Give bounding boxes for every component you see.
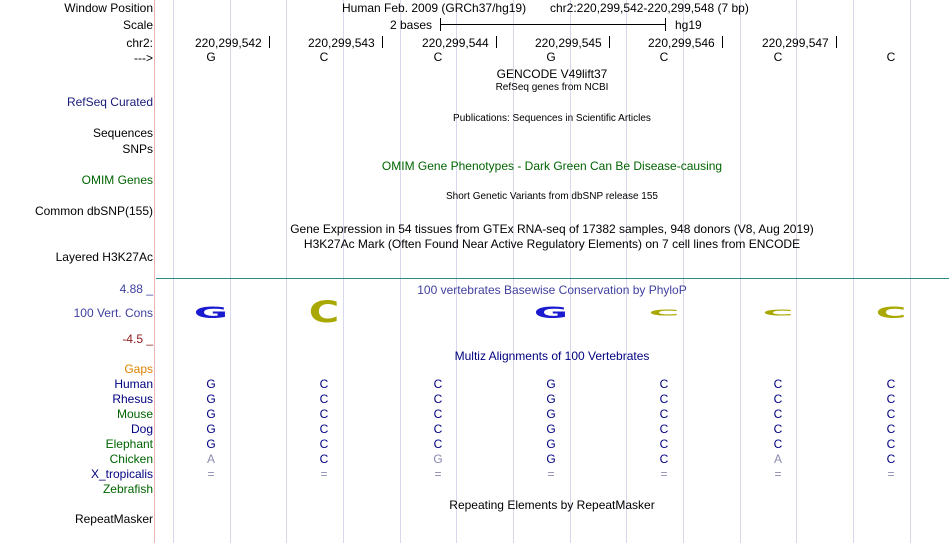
alignment-base: C [773, 377, 783, 391]
omim-title[interactable]: OMIM Gene Phenotypes - Dark Green Can Be Disease-causing [381, 159, 723, 173]
coordinate-label: 220,299,542 [195, 36, 262, 50]
reference-base: C [886, 50, 896, 64]
species-label-human[interactable]: Human [114, 377, 153, 391]
alignment-base: G [546, 392, 556, 406]
multiz-title[interactable]: Multiz Alignments of 100 Vertebrates [454, 349, 650, 363]
grid-line [853, 0, 854, 543]
cons-min-label: -4.5 _ [122, 332, 153, 346]
alignment-base: G [546, 452, 556, 466]
species-label-mouse[interactable]: Mouse [116, 407, 153, 421]
strand-label[interactable]: ---> [134, 51, 153, 65]
species-label-rhesus[interactable]: Rhesus [112, 392, 153, 406]
alignment-base: C [319, 392, 329, 406]
grid-line [456, 0, 457, 543]
grid-line [343, 0, 344, 543]
gtex-title[interactable]: Gene Expression in 54 tissues from GTEx RNA-seq of 17382 samples, 948 donors (V8, Aug 2019) [290, 222, 814, 236]
assembly-title: Human Feb. 2009 (GRCh37/hg19) [342, 1, 527, 15]
alignment-base: C [773, 392, 783, 406]
grid-line [230, 0, 231, 543]
cons-title[interactable]: 100 vertebrates Basewise Conservation by PhyloP [417, 283, 687, 297]
alignment-base: C [319, 407, 329, 421]
alignment-base: = [207, 467, 215, 481]
track-divider [156, 278, 949, 279]
alignment-base: C [886, 377, 896, 391]
publications-title[interactable]: Publications: Sequences in Scientific Articles [453, 113, 651, 124]
species-label-zebrafish[interactable]: Zebrafish [102, 482, 153, 496]
window-position-label[interactable]: Window Position [64, 1, 153, 15]
species-label-elephant[interactable]: Elephant [105, 437, 153, 451]
gencode-title[interactable]: GENCODE V49lift37 [496, 67, 608, 81]
common-dbsnp-label[interactable]: Common dbSNP(155) [34, 204, 153, 218]
alignment-base: = [434, 467, 442, 481]
species-label-chicken[interactable]: Chicken [109, 452, 153, 466]
alignment-base: C [319, 422, 329, 436]
alignment-base: A [773, 452, 782, 466]
coordinate-tick [382, 36, 383, 48]
scale-bar-left-end [440, 18, 441, 31]
cons-max-label: 4.88 _ [119, 282, 153, 296]
alignment-base: G [206, 422, 216, 436]
grid-line [626, 0, 627, 543]
refseq-curated-label[interactable]: RefSeq Curated [66, 95, 153, 109]
reference-base: G [206, 50, 216, 64]
alignment-base: C [659, 392, 669, 406]
scale-label[interactable]: Scale [122, 18, 153, 32]
alignment-base: G [206, 437, 216, 451]
alignment-base: G [206, 392, 216, 406]
conservation-logo-letter: C [308, 294, 340, 330]
alignment-base: A [206, 452, 215, 466]
coordinate-label: 220,299,547 [762, 36, 829, 50]
alignment-base: C [886, 437, 896, 451]
scale-db: hg19 [675, 18, 702, 32]
coordinate-label: 220,299,545 [535, 36, 602, 50]
scale-bar-right-end [665, 18, 666, 31]
grid-line [286, 0, 287, 543]
coordinate-label: 220,299,543 [308, 36, 375, 50]
alignment-base: C [433, 392, 443, 406]
alignment-base: C [433, 437, 443, 451]
conservation-logo-letter: C [648, 307, 680, 318]
alignment-base: C [773, 437, 783, 451]
reference-base: G [546, 50, 556, 64]
layered-h3k27ac-label[interactable]: Layered H3K27Ac [55, 250, 153, 264]
alignment-base: = [320, 467, 328, 481]
conservation-logo-letter: G [193, 303, 229, 322]
conservation-logo-letter: C [762, 308, 794, 318]
alignment-base: C [886, 407, 896, 421]
label-column-separator [154, 0, 155, 543]
coordinate-tick [836, 36, 837, 48]
dbsnp-title[interactable]: Short Genetic Variants from dbSNP release 155 [446, 191, 658, 202]
grid-line [910, 0, 911, 543]
h3k27-title[interactable]: H3K27Ac Mark (Often Found Near Active Regulatory Elements) on 7 cell lines from ENCODE [303, 237, 801, 251]
alignment-base: C [659, 407, 669, 421]
grid-line [796, 0, 797, 543]
grid-line [683, 0, 684, 543]
alignment-base: C [886, 422, 896, 436]
conservation-logo-letter: C [875, 303, 907, 322]
snps-label[interactable]: SNPs [122, 142, 153, 156]
position-text: chr2:220,299,542-220,299,548 (7 bp) [550, 1, 749, 15]
refseq-subtitle[interactable]: RefSeq genes from NCBI [495, 82, 609, 93]
alignment-base: G [546, 437, 556, 451]
omim-genes-label[interactable]: OMIM Genes [81, 173, 153, 187]
alignment-base: C [433, 422, 443, 436]
coordinate-label: 220,299,544 [422, 36, 489, 50]
chrom-label[interactable]: chr2: [126, 36, 153, 50]
coordinate-tick [269, 36, 270, 48]
alignment-base: C [886, 452, 896, 466]
alignment-base: C [659, 422, 669, 436]
coordinate-tick [722, 36, 723, 48]
coordinate-tick [496, 36, 497, 48]
conservation-logo-letter: G [533, 303, 569, 322]
reference-base: C [773, 50, 783, 64]
alignment-base: C [773, 407, 783, 421]
grid-line [400, 0, 401, 543]
alignment-base: C [433, 407, 443, 421]
species-label-dog[interactable]: Dog [130, 422, 153, 436]
alignment-base: C [773, 422, 783, 436]
scale-bar [440, 24, 666, 25]
coordinate-tick [609, 36, 610, 48]
alignment-base: C [319, 452, 329, 466]
alignment-base: C [659, 377, 669, 391]
alignment-base: = [887, 467, 895, 481]
reference-base: C [433, 50, 443, 64]
alignment-base: C [433, 377, 443, 391]
species-label-x_tropicalis[interactable]: X_tropicalis [90, 467, 153, 481]
alignment-base: G [206, 407, 216, 421]
alignment-base: C [319, 437, 329, 451]
alignment-base: G [546, 377, 556, 391]
alignment-base: G [546, 422, 556, 436]
alignment-base: = [774, 467, 782, 481]
repeatmasker-label[interactable]: RepeatMasker [74, 512, 153, 526]
grid-line [740, 0, 741, 543]
alignment-base: C [659, 437, 669, 451]
reference-base: C [659, 50, 669, 64]
alignment-base: = [660, 467, 668, 481]
alignment-base: C [886, 392, 896, 406]
gaps-label[interactable]: Gaps [124, 362, 153, 376]
coordinate-label: 220,299,546 [648, 36, 715, 50]
vert-cons-label[interactable]: 100 Vert. Cons [73, 306, 153, 320]
scale-text: 2 bases [390, 18, 433, 32]
alignment-base: G [433, 452, 443, 466]
grid-line [173, 0, 174, 543]
reference-base: C [319, 50, 329, 64]
alignment-base: = [547, 467, 555, 481]
alignment-base: C [659, 452, 669, 466]
alignment-base: C [319, 377, 329, 391]
repeat-title[interactable]: Repeating Elements by RepeatMasker [449, 498, 655, 512]
sequences-label[interactable]: Sequences [92, 126, 153, 140]
alignment-base: G [206, 377, 216, 391]
alignment-base: G [546, 407, 556, 421]
